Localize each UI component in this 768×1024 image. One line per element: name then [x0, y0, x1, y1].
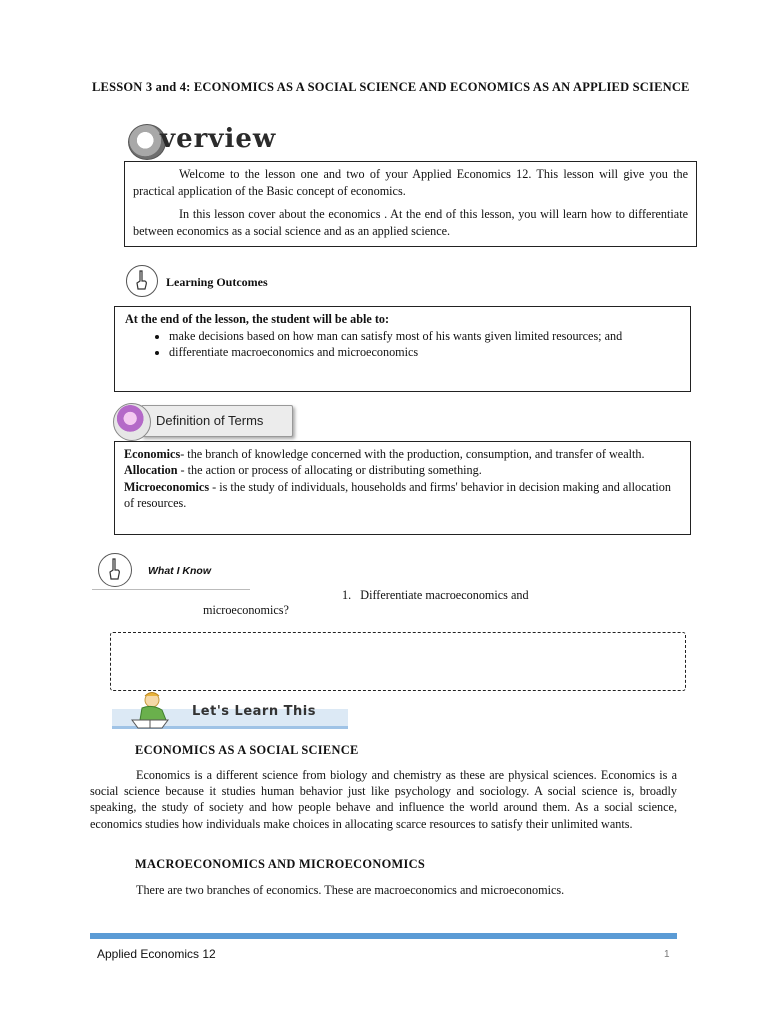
- definition-text: - the action or process of allocating or distributing something.: [177, 463, 482, 478]
- answer-box[interactable]: [110, 632, 686, 691]
- learning-outcomes-box: [114, 306, 691, 392]
- lesson-title: LESSON 3 and 4: ECONOMICS AS A SOCIAL SCIENCE AND ECONOMICS AS AN APPLIED SCIENCE: [92, 80, 690, 94]
- learning-outcomes-list: [125, 328, 680, 360]
- book-icon: [113, 403, 151, 441]
- overview-paragraph-2: In this lesson cover about the economics . At the end of this lesson, you will learn how to differentiate between economics as a social science and as an applied science.: [133, 207, 688, 238]
- overview-paragraph-1: Welcome to the lesson one and two of your Applied Economics 12. This lesson will give you the practical application of the Basic concept of economics.: [133, 167, 688, 198]
- overview-box: [124, 161, 697, 247]
- list-item: • differentiate macroeconomics and microeconomics: [169, 344, 680, 360]
- list-item: • make decisions based on how man can satisfy most of his wants given limited resources; and: [169, 328, 680, 344]
- what-i-know-label: What I Know: [148, 565, 211, 577]
- section-heading-social-science: ECONOMICS AS A SOCIAL SCIENCE: [135, 743, 359, 757]
- definition-text: - is the study of individuals, households and firms' behavior in decision making and allocation of resources.: [124, 479, 671, 510]
- term: Microeconomics: [124, 479, 210, 494]
- footer-bar: [90, 933, 677, 939]
- what-i-know-header: [92, 551, 252, 591]
- question-1-line-1: 1. Differentiate macroeconomics and: [342, 588, 529, 602]
- lets-learn-this-banner: [112, 690, 352, 732]
- pointing-hand-icon: [98, 553, 132, 587]
- paragraph-text: There are two branches of economics. These are macroeconomics and microeconomics.: [136, 883, 565, 897]
- definition-of-terms-tab: [113, 403, 293, 437]
- divider: [92, 589, 250, 590]
- footer-title: Applied Economics 12: [97, 947, 216, 961]
- learning-outcomes-intro: At the end of the lesson, the student will be able to:: [125, 312, 390, 326]
- learning-outcomes-label: Learning Outcomes: [166, 275, 268, 289]
- social-science-paragraph: [90, 767, 677, 832]
- term: Economics: [124, 447, 181, 461]
- overview-heading: verview: [160, 124, 277, 154]
- term: Allocation: [124, 463, 178, 478]
- pointing-hand-icon: [126, 265, 158, 297]
- definition-microeconomics: [124, 479, 681, 512]
- page-number: 1: [664, 949, 670, 960]
- paragraph-text: Economics is a different science from biology and chemistry as these are physical sciences. Economics is a social science because it studies human behavior just like psychology and sociology. A social science is, broadly speaking, the study of society and how people behave and influence the world around them. As a social science, economics studies how individuals make choices in allocating scarce resources to satisfy their unlimited wants.: [90, 768, 677, 831]
- definitions-box: [114, 441, 691, 535]
- question-1-line-2: microeconomics?: [203, 603, 289, 617]
- definition-text: - the branch of knowledge concerned with the production, consumption, and transfer of wealth.: [180, 447, 645, 461]
- macro-micro-paragraph: [90, 882, 680, 898]
- definition-economics: [124, 446, 681, 462]
- reading-child-icon: [122, 690, 174, 730]
- definition-allocation: [124, 462, 681, 478]
- section-heading-macro-micro: MACROECONOMICS AND MICROECONOMICS: [135, 857, 426, 871]
- lets-learn-this-label: Let's Learn This: [192, 704, 316, 719]
- definition-of-terms-label: Definition of Terms: [156, 413, 264, 428]
